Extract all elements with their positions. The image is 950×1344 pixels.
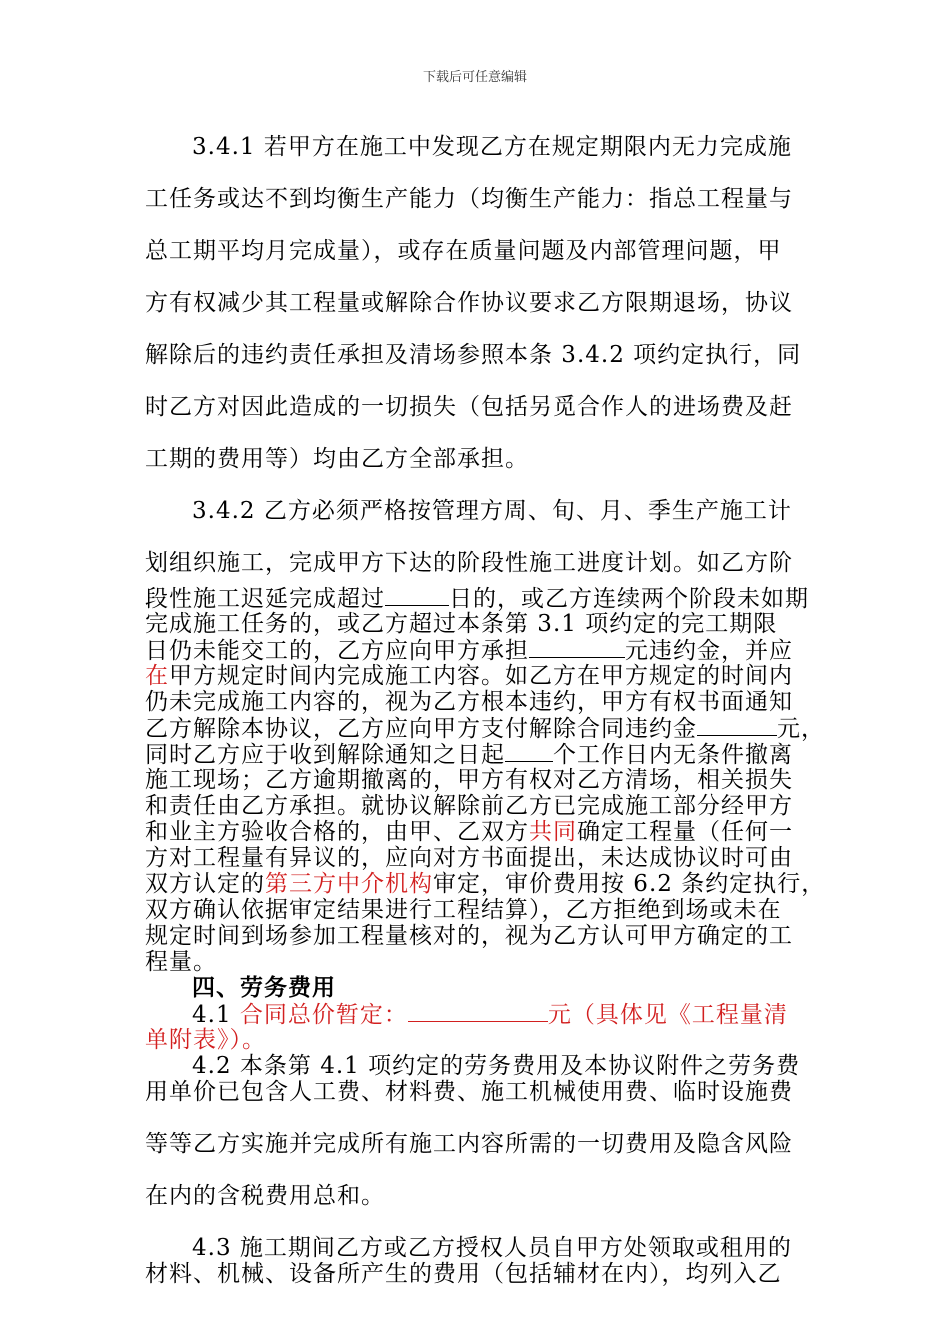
text-segment: 甲方规定时间内完成施工内容。如乙方在甲方规定的时间内 (169, 663, 793, 689)
text-line (145, 845, 793, 871)
text-line (145, 186, 793, 212)
text-line (145, 290, 793, 316)
text-segment: 同时乙方应于收到解除通知之日起 (145, 742, 505, 768)
text-segment: 程量。 (145, 949, 217, 975)
text-segment: 规定时间到场参加工程量核对的，视为乙方认可甲方确定的工 (145, 923, 793, 949)
text-line (145, 715, 825, 742)
text-segment: 方有权减少其工程量或解除合作协议要求乙方限期退场，协议 (145, 290, 793, 316)
text-line (145, 1183, 385, 1209)
text-segment: 工任务或达不到均衡生产能力（均衡生产能力：指总工程量与 (145, 186, 793, 212)
text-segment: 和责任由乙方承担。就协议解除前乙方已完成施工部分经甲方 (145, 793, 793, 819)
fill-in-blank (385, 585, 449, 606)
text-line (145, 394, 793, 420)
text-segment: 时乙方对因此造成的一切损失（包括另觅合作人的进场费及赶 (145, 394, 793, 420)
text-line (145, 871, 825, 897)
text-segment: 段性施工迟延完成超过 (145, 586, 385, 612)
text-segment: 方对工程量有异议的，应向对方书面提出，未达成协议时可由 (145, 845, 793, 871)
text-line (145, 550, 793, 576)
fill-in-blank (408, 1001, 548, 1022)
text-segment: 4.3 施工期间乙方或乙方授权人员自甲方处领取或租用的 (192, 1235, 792, 1261)
text-line (145, 767, 793, 793)
section-heading: 四、劳务费用 (192, 974, 336, 1001)
text-line (145, 663, 793, 689)
text-line (145, 1079, 793, 1105)
text-segment: 日仍未能交工的，乙方应向甲方承担 (145, 638, 529, 664)
text-line (145, 446, 529, 472)
text-line (192, 498, 792, 524)
text-segment: 和业主方验收合格的，由甲、乙双方 (145, 819, 529, 845)
text-segment: 元， (777, 716, 825, 742)
text-segment: 个工作日内无条件撤离 (553, 742, 793, 768)
highlighted-text: 第三方中介机构 (265, 871, 433, 897)
highlighted-text: 共同 (529, 819, 577, 845)
text-line (145, 637, 793, 664)
text-segment: 3.4.1 若甲方在施工中发现乙方在规定期限内无力完成施 (192, 134, 792, 160)
text-segment: 4.2 本条第 4.1 项约定的劳务费用及本协议附件之劳务费 (192, 1053, 801, 1079)
fill-in-blank (505, 741, 553, 762)
text-line (145, 1261, 782, 1287)
highlighted-text: 合同总价暂定： (239, 1002, 408, 1028)
text-segment: 在内的含税费用总和。 (145, 1183, 385, 1209)
text-segment: 仍未完成施工内容的，视为乙方根本违约，甲方有权书面通知 (145, 689, 793, 715)
text-segment: 3.4.2 乙方必须严格按管理方周、旬、月、季生产施工计 (192, 498, 792, 524)
text-line (145, 923, 793, 949)
text-line (145, 611, 777, 637)
text-segment: 双方认定的 (145, 871, 265, 897)
text-line (145, 689, 793, 715)
text-line (145, 793, 793, 819)
text-line (145, 1027, 266, 1053)
highlighted-text: 单附表》）。 (145, 1027, 266, 1053)
text-line (145, 897, 782, 923)
text-segment: 元违约金，并应 (625, 638, 793, 664)
text-line (145, 819, 793, 845)
highlighted-text: 元（具体见《工程量清 (547, 1002, 788, 1028)
text-line (192, 1001, 788, 1028)
text-segment: 材料、机械、设备所产生的费用（包括辅材在内），均列入乙 (145, 1261, 782, 1287)
text-segment: 审定，审价费用按 6.2 条约定执行， (433, 871, 826, 897)
text-line (145, 1131, 793, 1157)
text-line (192, 1053, 800, 1079)
text-segment: 日的，或乙方连续两个阶段未如期 (449, 586, 809, 612)
text-line (145, 741, 793, 768)
text-segment: 4.1 (192, 1002, 240, 1028)
text-segment: 施工现场；乙方逾期撤离的，甲方有权对乙方清场，相关损失 (145, 767, 793, 793)
text-segment: 工期的费用等）均由乙方全部承担。 (145, 446, 529, 472)
text-line (192, 1235, 792, 1261)
text-line (145, 949, 217, 975)
text-line (192, 975, 336, 1001)
text-segment: 划组织施工，完成甲方下达的阶段性施工进度计划。如乙方阶 (145, 550, 793, 576)
fill-in-blank (529, 637, 625, 658)
text-segment: 等等乙方实施并完成所有施工内容所需的一切费用及隐含风险 (145, 1131, 793, 1157)
highlighted-text: 在 (145, 663, 169, 689)
text-segment: 解除后的违约责任承担及清场参照本条 3.4.2 项约定执行，同 (145, 342, 802, 368)
text-segment: 用单价已包含人工费、材料费、施工机械使用费、临时设施费 (145, 1079, 793, 1105)
text-segment: 乙方解除本协议，乙方应向甲方支付解除合同违约金 (145, 716, 697, 742)
text-line (145, 238, 782, 264)
text-segment: 双方确认依据审定结果进行工程结算），乙方拒绝到场或未在 (145, 897, 782, 923)
fill-in-blank (697, 715, 777, 736)
text-line (145, 585, 809, 612)
text-line (192, 134, 792, 160)
text-segment: 总工期平均月完成量），或存在质量问题及内部管理问题，甲 (145, 238, 782, 264)
text-line (145, 342, 801, 368)
page-header: 下载后可任意编辑 (422, 70, 527, 85)
text-segment: 确定工程量（任何一 (577, 819, 793, 845)
text-segment: 完成施工任务的，或乙方超过本条第 3.1 项约定的完工期限 (145, 611, 778, 637)
